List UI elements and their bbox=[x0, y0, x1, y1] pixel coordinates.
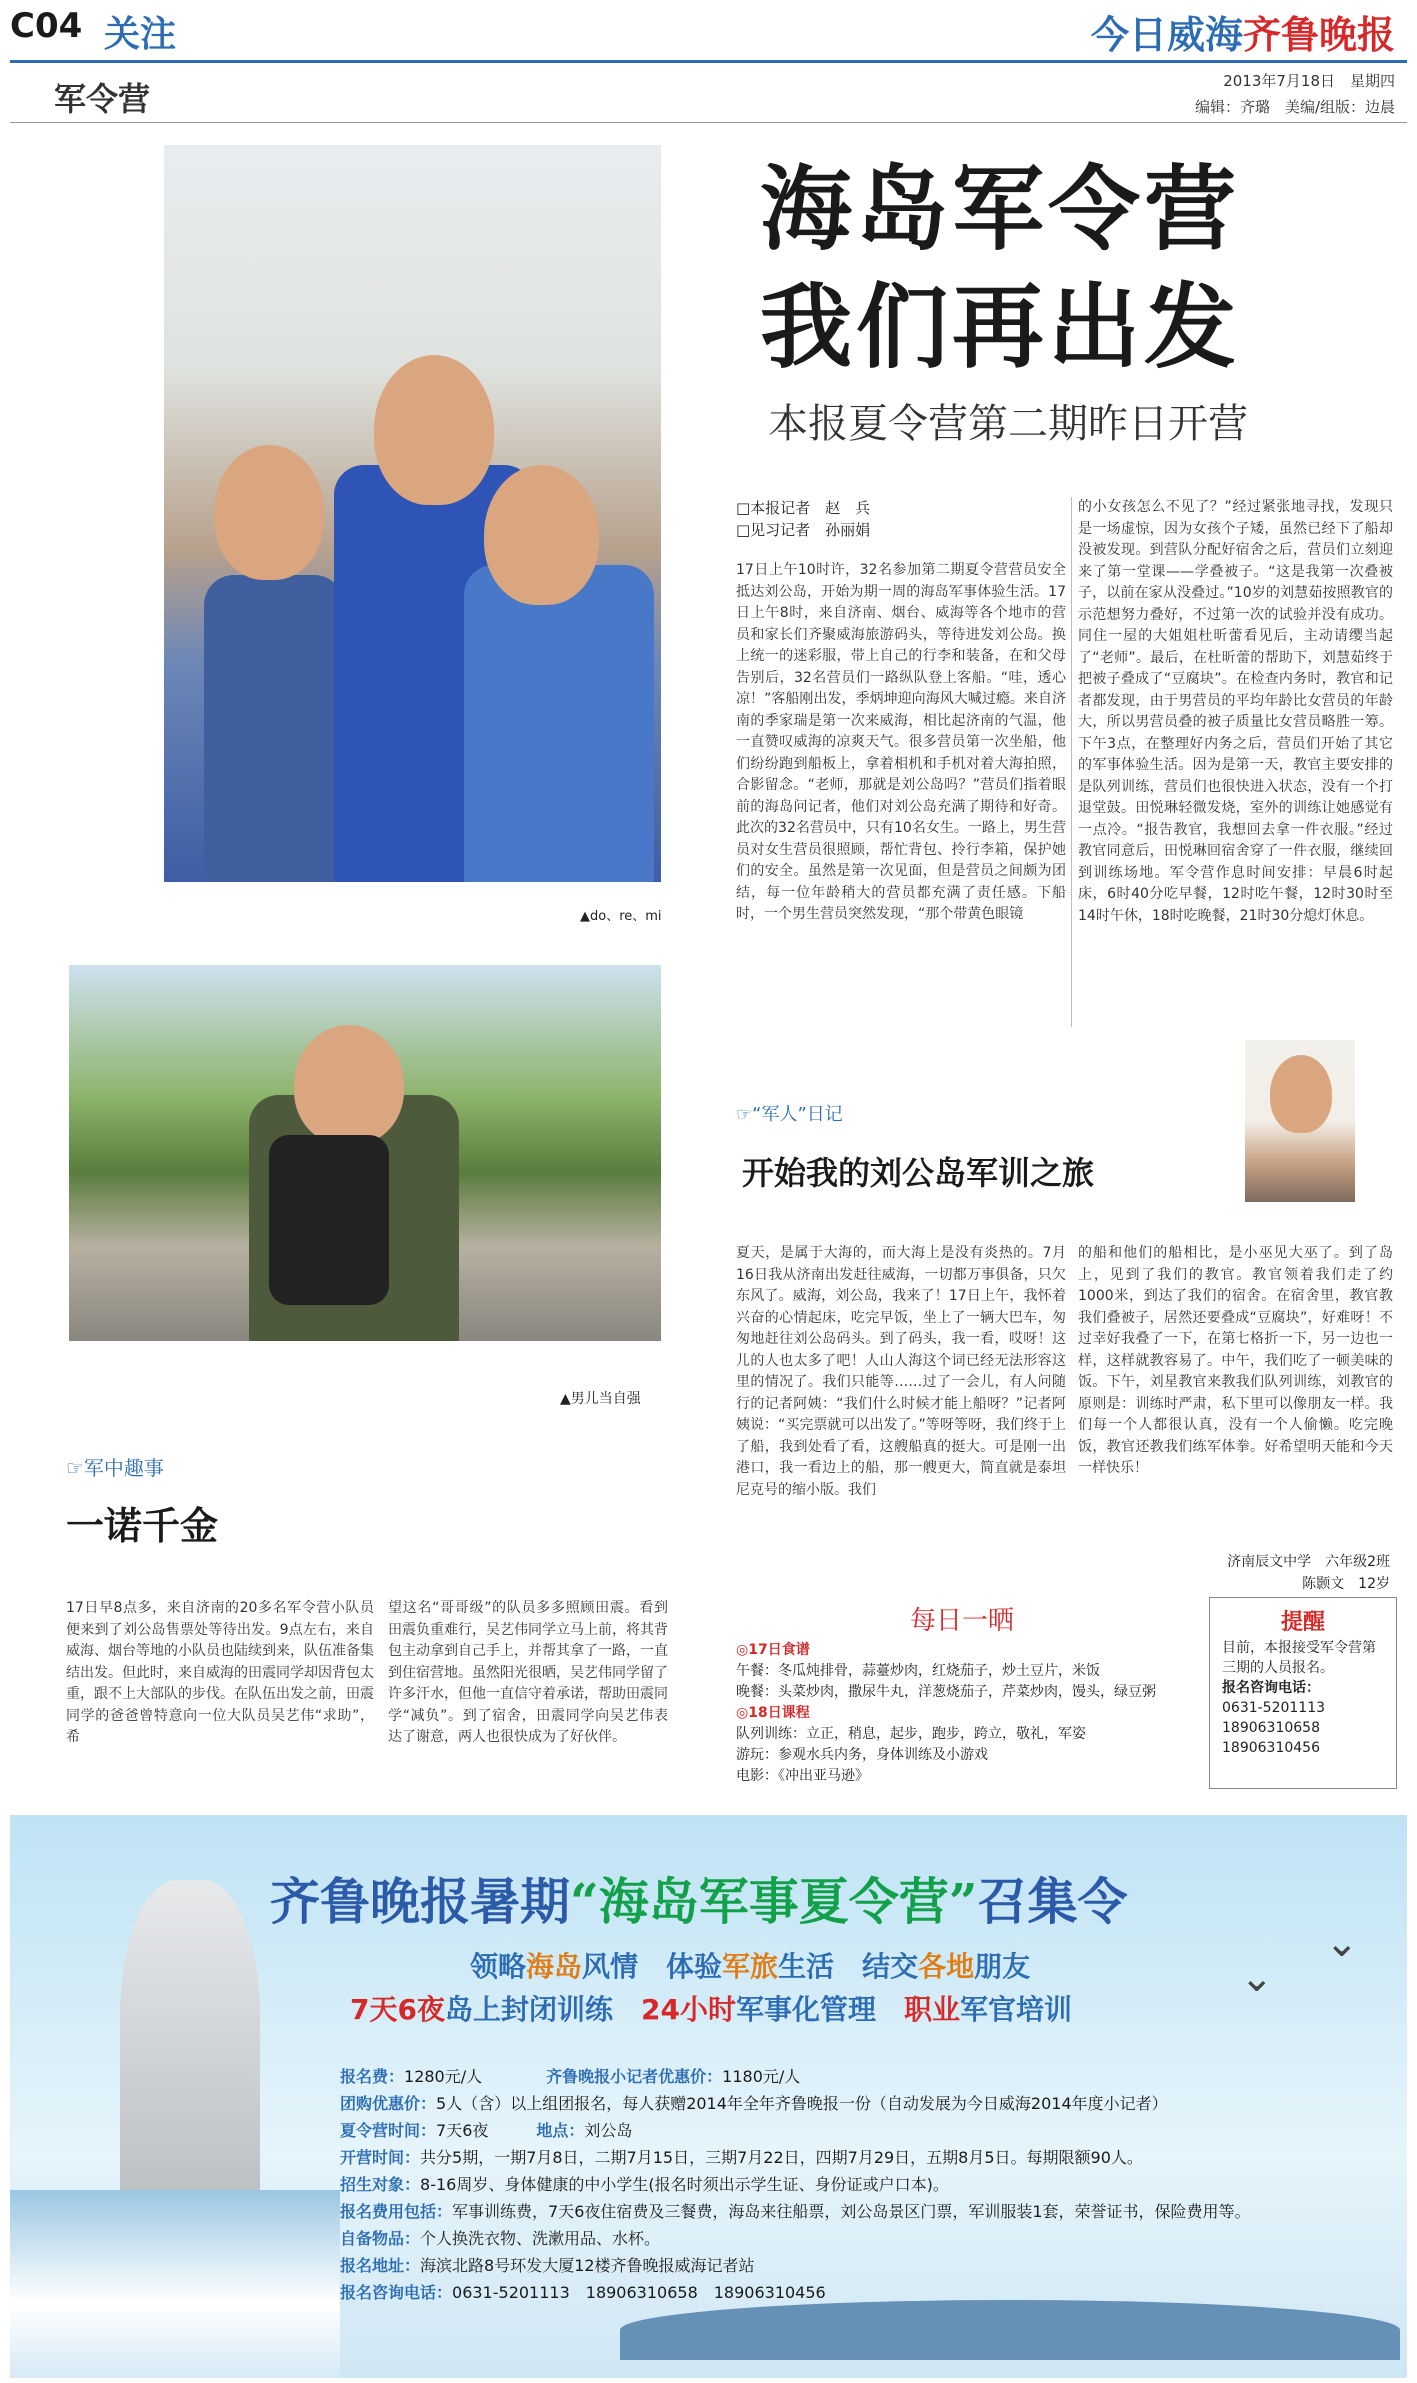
place-key: 地点： bbox=[536, 2121, 585, 2140]
remind-title: 提醒 bbox=[1280, 1610, 1325, 1635]
remind-text: 目前，本报接受军令营第三期的人员报名。 bbox=[1222, 1640, 1376, 1676]
ad-include-row bbox=[340, 2198, 1340, 2225]
phone-val: 0631-5201113 18906310658 18906310456 bbox=[452, 2283, 826, 2302]
ad-time-row bbox=[340, 2117, 1340, 2144]
ad-title-c: 召集令 bbox=[977, 1872, 1128, 1931]
fee2-val: 1180元/人 bbox=[722, 2067, 801, 2086]
byline-reporter: □本报记者 赵 兵 bbox=[736, 499, 871, 517]
daily-dinner: 晚餐：头菜炒肉，撒尿牛丸，洋葱烧茄子，芹菜炒肉，馒头，绿豆粥 bbox=[736, 1684, 1156, 1700]
byline bbox=[736, 497, 870, 541]
ad-water-image bbox=[10, 2190, 340, 2378]
daily-movie: 电影：《冲出亚马逊》 bbox=[736, 1768, 869, 1784]
s2d: 军事化管理 bbox=[735, 1993, 904, 2026]
article-column-1: 17日上午10时许，32名参加第二期夏令营营员安全抵达刘公岛，开始为期一周的海岛军事体验生活。17日上午8时，来自济南、烟台、威海等各个地市的营员和家长们齐聚威海旅游码头，等待进发刘公岛。换上统一的迷彩服，带上自己的行李和装备，在和父母告别后，32名营员们一路纵队登上客船。“哇，透心凉！”客船刚出发，季炳坤迎向海风大喊过瘾。来自济南的季家瑞是第一次来威海，相比起济南的气温，他一直赞叹威海的凉爽天气。很多营员第一次坐船，他们纷纷跑到船板上，拿着相机和手机对着大海拍照，合影留念。“老师，那就是刘公岛吗？”营员们指着眼前的海岛问记者，他们对刘公岛充满了期待和好奇。此次的32名营员中，只有10名女生。一路上，男生营员对女生营员很照顾，帮忙背包、拎行李箱，保护她们的安全。虽然是第一次见面，但是营员之间颇为团结，每一位年龄稍大的营员都充满了责任感。下船时，一个男生营员突然发现，“那个带黄色眼镜 bbox=[736, 562, 1066, 922]
s1a: 领略 bbox=[470, 1950, 527, 1983]
main-headline bbox=[760, 150, 1240, 386]
daily-title: 每日一晒 bbox=[910, 1606, 1015, 1636]
ad-fee-row bbox=[340, 2063, 1340, 2090]
diary-author: 陈颢文 12岁 bbox=[1302, 1576, 1390, 1592]
ad-title-b: “海岛军事夏令营” bbox=[570, 1872, 978, 1931]
s1d: 军旅 bbox=[722, 1950, 779, 1983]
place-val: 刘公岛 bbox=[584, 2121, 633, 2140]
portrait-head bbox=[1270, 1055, 1332, 1133]
group-key: 团购优惠价： bbox=[340, 2094, 437, 2113]
diary-school: 济南辰文中学 六年级2班 bbox=[1227, 1554, 1390, 1570]
fun-column-1: 17日早8点多，来自济南的20多名军令营小队员便来到了刘公岛售票处等待出发。9点左右，来自威海、烟台等地的小队员也陆续到来，队伍准备集结出发。但此时，来自威海的田震同学却因背包太重，跟不上大部队的步伐。在队伍出发之前，田震同学的爸爸曾特意向一位大队员吴艺伟“求助”，希 bbox=[66, 1600, 374, 1745]
headline-line1: 海岛军令营 bbox=[760, 155, 1241, 263]
seagull-icon: ⌄ bbox=[1240, 1955, 1274, 2001]
author-portrait bbox=[1245, 1040, 1355, 1202]
include-val: 军事训练费，7天6夜住宿费及三餐费，海岛来往船票，刘公岛景区门票，军训服装1套，荣誉证书，保险费用等。 bbox=[452, 2202, 1251, 2221]
article-column-2: 的小女孩怎么不见了？”经过紧张地寻找，发现只是一场虚惊，因为女孩个子矮，虽然已经下了船却没被发现。到营队分配好宿舍之后，营员们立刻迎来了第一堂课——学叠被子。“这是我第一次叠被子，以前在家从没叠过。”10岁的刘慧茹按照教官的示范想努力叠好，不过第一次的试验并没有成功。同住一屋的大姐姐杜昕蕾看见后，主动请缨当起了“老师”。最后，在杜昕蕾的帮助下，刘慧茹终于把被子叠成了“豆腐块”。在检查内务时，教官和记者都发现，由于男营员的平均年龄比女营员的年龄大，所以男营员叠的被子质量比女营员略胜一筹。下午3点，在整理好内务之后，营员们开始了其它的军事体验生活。因为是第一天，教官主要安排的是队列训练，营员们也很快进入状态，没有一个打退堂鼓。田悦琳轻微发烧，室外的训练让她感觉有一点冷。“报告教官，我想回去拿一件衣服。”经过教官同意后，田悦琳回宿舍穿了一件衣服，继续回到训练场地。军令营作息时间安排：早晨6时起床，6时40分吃早餐，12时吃午餐，12时30时至14时午休，18时吃晚餐，21时30分熄灯休息。 bbox=[1078, 499, 1393, 924]
ad-details bbox=[340, 2063, 1340, 2306]
open-val: 共分5期，一期7月8日，二期7月15日，三期7月22日，四期7月29日，五期8月5日。每期限额90人。 bbox=[420, 2148, 1143, 2167]
header-divider bbox=[10, 122, 1407, 123]
fun-column-2: 望这名“哥哥级”的队员多多照顾田震。看到田震负重难行，吴艺伟同学立马上前，将其背包主动拿到自己手上，并帮其拿了一路，一直到住宿营地。虽然阳光很晒，吴艺伟同学留了许多汗水，但他一直信守着承诺，帮助田震同学“减负”。到了宿舍，田震同学向吴艺伟表达了谢意，两人也很快成为了好伙伴。 bbox=[388, 1600, 668, 1745]
s1f: 各地 bbox=[918, 1950, 975, 1983]
ad-slogan-1 bbox=[470, 1945, 1030, 1985]
addr-key: 报名地址： bbox=[340, 2256, 421, 2275]
logo-prefix: 今日威海 bbox=[1090, 12, 1243, 57]
byline-intern: □见习记者 孙丽娟 bbox=[736, 521, 871, 539]
ad-title bbox=[270, 1862, 1128, 1934]
headline-line2: 我们再出发 bbox=[760, 273, 1241, 381]
newspaper-logo bbox=[1091, 4, 1395, 59]
remind-phone-1: 0631-5201113 bbox=[1222, 1700, 1326, 1716]
diary-column-1: 夏天，是属于大海的，而大海上是没有炎热的。7月16日我从济南出发赶往威海，一切都万事俱备，只欠东风了。威海，刘公岛，我来了！17日上午，我怀着兴奋的心情起床，吃完早饭，坐上了一辆大巴车，匆匆地赶往刘公岛码头。到了码头，我一看，哎呀！这儿的人也太多了吧！人山人海这个词已经无法形容这里的情况了。我们只能等……过了一会儿，有人问随行的记者阿姨：“我们什么时候才能上船呀？”记者阿姨说：“买完票就可以出发了。”等呀等呀，我们终于上了船，我到处看了看，这艘船真的挺大。可是刚一出港口，我一看边上的船，那一艘更大，简直就是泰坦尼克号的缩小版。我们 bbox=[736, 1245, 1066, 1498]
s2a: 7天6夜 bbox=[350, 1993, 445, 2026]
remind-body bbox=[1222, 1638, 1387, 1758]
photo-boy-backpack bbox=[69, 965, 661, 1341]
ad-island-image bbox=[620, 2300, 1400, 2360]
fee-val: 1280元/人 bbox=[404, 2067, 483, 2086]
daily-menu-heading: ◎17日食谱 bbox=[736, 1642, 810, 1658]
s1e: 生活 结交 bbox=[778, 1950, 919, 1983]
date-block bbox=[1195, 68, 1395, 120]
editors: 编辑：齐璐 美编/组版：边晨 bbox=[1194, 98, 1395, 116]
seagull-icon: ⌄ bbox=[1325, 1920, 1359, 1966]
ad-target-row bbox=[340, 2171, 1340, 2198]
s2c: 24小时 bbox=[640, 1993, 736, 2026]
section-label: 关注 bbox=[104, 14, 177, 55]
page-code: C04 bbox=[10, 6, 83, 46]
s2f: 军官培训 bbox=[959, 1993, 1072, 2026]
time-val: 7天6夜 bbox=[436, 2121, 489, 2140]
s1b: 海岛 bbox=[526, 1950, 583, 1983]
remind-phone-2: 18906310658 bbox=[1222, 1720, 1320, 1736]
self-val: 个人换洗衣物、洗漱用品、水杯。 bbox=[420, 2229, 661, 2248]
daily-play: 游玩：参观水兵内务，身体训练及小游戏 bbox=[736, 1747, 988, 1763]
diary-column-2: 的船和他们的船相比，是小巫见大巫了。到了岛上，见到了我们的教官。教官领着我们走了约1000米，到达了我们的宿舍。在宿舍里，教官教我们叠被子，居然还要叠成“豆腐块”，好难呀！不过幸好我叠了一下，在第七格折一下，另一边也一样，这样就教容易了。中午，我们吃了一顿美味的饭。下午，刘星教官来教我们队列训练，刘教官的原则是：训练时严肃，私下里可以像朋友一样。我们每一个人都很认真，没有一个人偷懒。吃完晚饭，教官还教我们练军体拳。好希望明天能和今天一样快乐！ bbox=[1078, 1245, 1393, 1476]
diary-tag: ☞“军人”日记 bbox=[736, 1104, 843, 1125]
include-key: 报名费用包括： bbox=[340, 2202, 453, 2221]
remind-phone-3: 18906310456 bbox=[1222, 1740, 1320, 1756]
boy-head bbox=[294, 1025, 404, 1145]
target-key: 招生对象： bbox=[340, 2175, 421, 2194]
logo-name: 齐鲁晚报 bbox=[1242, 12, 1395, 57]
fee2-key: 齐鲁晚报小记者优惠价： bbox=[546, 2067, 723, 2086]
ad-addr-row bbox=[340, 2252, 1340, 2279]
backpack bbox=[269, 1135, 389, 1305]
daily-training: 队列训练：立正，稍息，起步，跑步，跨立，敬礼，军姿 bbox=[736, 1726, 1086, 1742]
time-key: 夏令营时间： bbox=[340, 2121, 437, 2140]
target-val: 8-16周岁、身体健康的中小学生(报名时须出示学生证、身份证或户口本)。 bbox=[420, 2175, 949, 2194]
ad-open-row bbox=[340, 2144, 1340, 2171]
s2b: 岛上封闭训练 bbox=[444, 1993, 641, 2026]
boy-right-body bbox=[464, 565, 654, 882]
self-key: 自备物品： bbox=[340, 2229, 421, 2248]
photo-caption-1: ▲do、re、mi bbox=[580, 909, 662, 924]
ad-self-row bbox=[340, 2225, 1340, 2252]
ad-phone-row bbox=[340, 2279, 1340, 2306]
boy-left-head bbox=[214, 445, 324, 580]
photo-three-boys bbox=[164, 145, 661, 882]
fee-key: 报名费： bbox=[340, 2067, 405, 2086]
phone-key: 报名咨询电话： bbox=[340, 2283, 453, 2302]
column-title: 军令营 bbox=[54, 80, 151, 118]
ad-slogan-2 bbox=[350, 1988, 1072, 2028]
issue-date: 2013年7月18日 星期四 bbox=[1223, 72, 1395, 90]
fun-title: 一诺千金 bbox=[66, 1504, 219, 1548]
statue-image bbox=[120, 1880, 260, 2220]
open-key: 开营时间： bbox=[340, 2148, 421, 2167]
s1c: 风情 体验 bbox=[582, 1950, 723, 1983]
subheadline: 本报夏令营第二期昨日开营 bbox=[768, 401, 1248, 447]
boy-right-head bbox=[484, 465, 599, 605]
boy-center-head bbox=[374, 355, 494, 505]
boy-left-body bbox=[204, 575, 344, 882]
ad-group-row bbox=[340, 2090, 1340, 2117]
header-rule bbox=[10, 60, 1407, 63]
photo-caption-2: ▲男儿当自强 bbox=[560, 1391, 641, 1407]
column-divider bbox=[1071, 497, 1072, 1027]
daily-lunch: 午餐：冬瓜炖排骨，蒜薹炒肉，红烧茄子，炒土豆片，米饭 bbox=[736, 1663, 1100, 1679]
addr-val: 海滨北路8号环发大厦12楼齐鲁晚报威海记者站 bbox=[420, 2256, 755, 2275]
remind-phone-label: 报名咨询电话： bbox=[1222, 1680, 1320, 1696]
group-val: 5人（含）以上组团报名，每人获赠2014年全年齐鲁晚报一份（自动发展为今日威海2014年度小记者） bbox=[436, 2094, 1168, 2113]
fun-tag: ☞军中趣事 bbox=[66, 1456, 164, 1480]
ad-title-a: 齐鲁晚报暑期 bbox=[270, 1872, 570, 1931]
daily-course-heading: ◎18日课程 bbox=[736, 1705, 810, 1721]
daily-box bbox=[736, 1640, 1196, 1787]
diary-title: 开始我的刘公岛军训之旅 bbox=[742, 1154, 1095, 1192]
s1g: 朋友 bbox=[974, 1950, 1031, 1983]
s2e: 职业 bbox=[903, 1993, 960, 2026]
